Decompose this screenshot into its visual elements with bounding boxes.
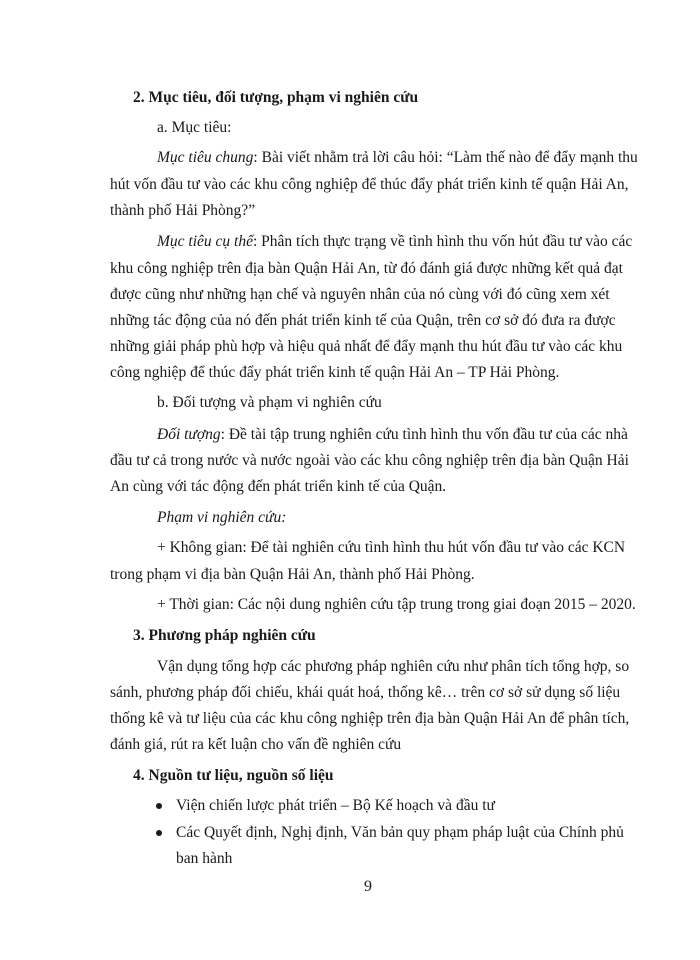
phuong-phap-line-2: sánh, phương pháp đối chiếu, khái quát hoá, thống kê… trên cơ sở sử dụng số liệu: [110, 684, 621, 701]
khong-gian-line-2: trong phạm vi địa bàn Quận Hải An, thành phố Hải Phòng.: [110, 566, 475, 583]
muc-tieu-cu-the-text: : Phân tích thực trạng về tình hình thu vốn hút đầu tư vào các: [252, 233, 633, 250]
thoi-gian-line: + Thời gian: Các nội dung nghiên cứu tập trung trong giai đoạn 2015 – 2020.: [157, 596, 636, 613]
doi-tuong-line-3: An cùng với tác động đến phát triển kinh tế của Quận.: [110, 478, 447, 495]
section-3-heading: 3. Phương pháp nghiên cứu: [133, 627, 316, 644]
muc-tieu-chung-line-2: hút vốn đầu tư vào các khu công nghiệp để thúc đẩy phát triển kinh tế quận Hải An,: [110, 176, 629, 193]
muc-tieu-cu-the-line-3: được cũng như những hạn chế và nguyên nhân của nó cùng với đó cũng xem xét: [110, 286, 610, 303]
section-4-heading: 4. Nguồn tư liệu, nguồn số liệu: [133, 767, 334, 784]
bullet-dot-1: [156, 803, 162, 809]
bullet-item-2-line-2: ban hành: [176, 850, 233, 867]
bullet-item-2-line-1: Các Quyết định, Nghị định, Văn bản quy phạm pháp luật của Chính phủ: [176, 824, 624, 841]
doi-tuong-line-1: [157, 425, 628, 445]
bullet-item-1: Viện chiến lược phát triển – Bộ Kế hoạch và đầu tư: [176, 797, 495, 814]
page-number: 9: [364, 878, 372, 895]
phuong-phap-line-1: Vận dụng tổng hợp các phương pháp nghiên cứu như phân tích tổng hợp, so: [157, 658, 630, 675]
doi-tuong-label: Đối tượng: [157, 426, 221, 443]
phuong-phap-line-3: thống kê và tư liệu của các khu công nghiệp trên địa bàn Quận Hải An để phân tích,: [110, 710, 630, 727]
muc-tieu-cu-the-line-2: khu công nghiệp trên địa bàn Quận Hải An, từ đó đánh giá được những kết quả đạt: [110, 260, 623, 277]
subsection-b-label: b. Đối tượng và phạm vi nghiên cứu: [157, 394, 382, 411]
muc-tieu-cu-the-line-1: [157, 232, 633, 252]
muc-tieu-chung-line-3: thành phố Hải Phòng?”: [110, 202, 256, 219]
doi-tuong-text: : Đề tài tập trung nghiên cứu tình hình thu vốn đầu tư của các nhà: [220, 426, 628, 443]
muc-tieu-chung-line-1: [157, 148, 638, 168]
bullet-dot-2: [156, 830, 162, 836]
muc-tieu-cu-the-line-5: những giải pháp phù hợp và hiệu quả nhất để đẩy mạnh thu hút đầu tư vào các khu: [110, 338, 623, 355]
subsection-a-label: a. Mục tiêu:: [157, 119, 232, 136]
doi-tuong-line-2: đầu tư cả trong nước và nước ngoài vào các khu công nghiệp trên địa bàn Quận Hải: [110, 452, 629, 469]
khong-gian-line-1: + Không gian: Để tài nghiên cứu tình hình thu hút vốn đầu tư vào các KCN: [157, 539, 626, 556]
muc-tieu-chung-text: : Bài viết nhằm trả lời câu hỏi: “Làm thế nào để đẩy mạnh thu: [253, 149, 638, 166]
muc-tieu-cu-the-line-6: công nghiệp để thúc đẩy phát triển kinh tế quận Hải An – TP Hải Phòng.: [110, 364, 560, 381]
muc-tieu-cu-the-label: Mục tiêu cụ thể: [157, 233, 253, 250]
section-2-heading: 2. Mục tiêu, đối tượng, phạm vi nghiên cứu: [133, 89, 419, 106]
pham-vi-label: Phạm vi nghiên cứu:: [157, 509, 287, 526]
phuong-phap-line-4: đánh giá, rút ra kết luận cho vấn đề nghiên cứu: [110, 736, 402, 753]
muc-tieu-chung-label: Mục tiêu chung: [157, 149, 254, 166]
muc-tieu-cu-the-line-4: những tác động của nó đến phát triển kinh tế của Quận, trên cơ sở đó đưa ra được: [110, 312, 616, 329]
